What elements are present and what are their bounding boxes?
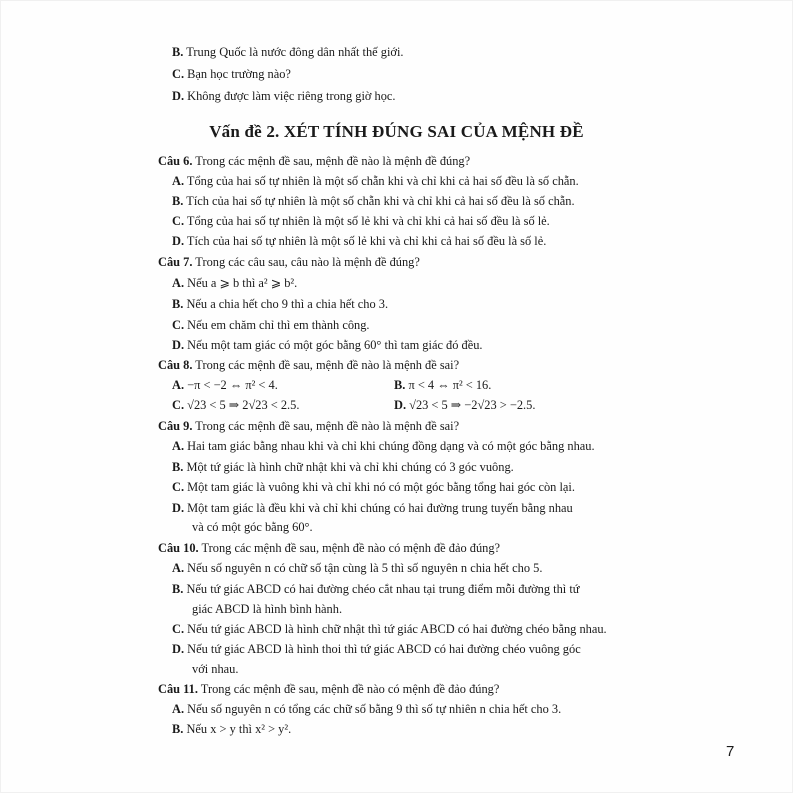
answer-line: [394, 377, 491, 393]
line-text: Trong các mệnh đề sau, mệnh đề nào là mệnh đề sai?: [192, 419, 460, 433]
option-label: C.: [172, 214, 185, 228]
option-label: C.: [172, 622, 185, 636]
line-text: π < 4 ⇔ π² < 16.: [405, 378, 492, 392]
answer-line: [394, 397, 535, 413]
option-label: C.: [172, 398, 185, 412]
line-text: Hai tam giác bằng nhau khi và chỉ khi chúng đồng dạng và có một góc bằng nhau.: [184, 439, 595, 453]
option-label: B.: [394, 378, 406, 392]
line-text: Nếu x > y thì x² > y².: [183, 722, 292, 736]
line-text: Nếu tứ giác ABCD là hình chữ nhật thì tứ giác ABCD có hai đường chéo bằng nhau.: [184, 622, 607, 636]
option-label: B.: [172, 297, 184, 311]
answer-line: [172, 173, 579, 189]
option-label: A.: [172, 561, 185, 575]
question-line: [158, 153, 470, 169]
answer-line: [172, 438, 595, 454]
answer-line: [192, 661, 238, 677]
option-label: A.: [172, 702, 185, 716]
option-label: C.: [172, 67, 185, 81]
answer-line: [172, 621, 607, 637]
answer-line: [172, 44, 404, 60]
answer-line: [172, 337, 483, 353]
answer-line: [172, 193, 575, 209]
line-text: Một tam giác là vuông khi và chỉ khi nó có một góc bằng tổng hai góc còn lại.: [184, 480, 575, 494]
line-text: √23 < 5 ⇒ 2√23 < 2.5.: [184, 398, 300, 412]
answer-line: [172, 233, 546, 249]
line-text: Một tứ giác là hình chữ nhật khi và chỉ khi chúng có 3 góc vuông.: [183, 460, 514, 474]
option-label: B.: [172, 722, 184, 736]
line-text: Trong các câu sau, câu nào là mệnh đề đúng?: [192, 255, 420, 269]
option-label: C.: [172, 480, 185, 494]
option-label: A.: [172, 174, 185, 188]
answer-line: [172, 560, 542, 576]
question-label: Câu 8.: [158, 358, 193, 372]
answer-line: [172, 317, 370, 333]
answer-line: [172, 275, 297, 291]
option-label: B.: [172, 45, 184, 59]
line-text: Nếu em chăm chỉ thì em thành công.: [184, 318, 370, 332]
option-label: B.: [172, 194, 184, 208]
option-label: D.: [172, 338, 185, 352]
line-text: Nếu a ⩾ b thì a² ⩾ b².: [184, 276, 298, 290]
line-text: Nếu a chia hết cho 9 thì a chia hết cho 3.: [183, 297, 389, 311]
answer-line: [172, 213, 550, 229]
option-label: D.: [172, 642, 185, 656]
answer-line: [172, 500, 573, 516]
option-label: D.: [172, 89, 185, 103]
line-text: Một tam giác là đều khi và chỉ khi chúng có hai đường trung tuyến bằng nhau: [184, 501, 573, 515]
question-label: Câu 11.: [158, 682, 198, 696]
option-label: A.: [172, 378, 185, 392]
line-text: với nhau.: [192, 662, 239, 676]
line-text: √23 < 5 ⇒ −2√23 > −2.5.: [406, 398, 536, 412]
option-label: D.: [172, 234, 185, 248]
question-label: Câu 6.: [158, 154, 193, 168]
answer-line: [172, 641, 581, 657]
question-line: [158, 418, 459, 434]
question-line: [158, 254, 420, 270]
answer-line: [172, 581, 580, 597]
line-text: Không được làm việc riêng trong giờ học.: [184, 89, 396, 103]
option-label: D.: [394, 398, 407, 412]
answer-line: [172, 397, 299, 413]
option-label: C.: [172, 318, 185, 332]
question-label: Câu 9.: [158, 419, 193, 433]
answer-line: [172, 377, 278, 393]
line-text: Trung Quốc là nước đông dân nhất thế giới.: [183, 45, 404, 59]
answer-line: [172, 88, 396, 104]
line-text: −π < −2 ⇔ π² < 4.: [184, 378, 278, 392]
line-text: Nếu số nguyên n có chữ số tận cùng là 5 thì số nguyên n chia hết cho 5.: [184, 561, 543, 575]
line-text: Tổng của hai số tự nhiên là một số lẻ khi và chỉ khi cả hai số đều là số lẻ.: [184, 214, 550, 228]
answer-line: [192, 601, 342, 617]
line-text: Trong các mệnh đề sau, mệnh đề nào có mệnh đề đảo đúng?: [197, 682, 500, 696]
option-label: A.: [172, 439, 185, 453]
line-text: Trong các mệnh đề sau, mệnh đề nào là mệnh đề đúng?: [192, 154, 471, 168]
answer-line: [172, 701, 561, 717]
line-text: Nếu số nguyên n có tổng các chữ số bằng 9 thì số tự nhiên n chia hết cho 3.: [184, 702, 562, 716]
line-text: Nếu tứ giác ABCD có hai đường chéo cắt nhau tại trung điểm mỗi đường thì tứ: [183, 582, 580, 596]
line-text: Bạn học trường nào?: [184, 67, 291, 81]
line-text: Nếu một tam giác có một góc bằng 60° thì tam giác đó đều.: [184, 338, 483, 352]
line-text: Tích của hai số tự nhiên là một số chẵn khi và chỉ khi cả hai số đều là số chẵn.: [183, 194, 575, 208]
question-label: Câu 7.: [158, 255, 193, 269]
answer-line: [172, 459, 514, 475]
option-label: B.: [172, 582, 184, 596]
option-label: B.: [172, 460, 184, 474]
answer-line: [172, 479, 575, 495]
line-text: Tổng của hai số tự nhiên là một số chẵn khi và chỉ khi cả hai số đều là số chẵn.: [184, 174, 579, 188]
question-line: [158, 681, 499, 697]
answer-line: [172, 721, 291, 737]
question-line: [158, 540, 500, 556]
question-line: [158, 357, 459, 373]
page-number: 7: [726, 743, 735, 760]
line-text: Nếu tứ giác ABCD là hình thoi thì tứ giác ABCD có hai đường chéo vuông góc: [184, 642, 581, 656]
question-label: Câu 10.: [158, 541, 199, 555]
answer-line: [172, 66, 291, 82]
line-text: Tích của hai số tự nhiên là một số lẻ khi và chỉ khi cả hai số đều là số lẻ.: [184, 234, 547, 248]
line-text: giác ABCD là hình bình hành.: [192, 602, 343, 616]
line-text: Trong các mệnh đề sau, mệnh đề nào là mệnh đề sai?: [192, 358, 460, 372]
line-text: Trong các mệnh đề sau, mệnh đề nào có mệnh đề đảo đúng?: [198, 541, 501, 555]
answer-line: [172, 296, 388, 312]
option-label: D.: [172, 501, 185, 515]
answer-line: [192, 519, 313, 535]
section-title: Vấn đề 2. XÉT TÍNH ĐÚNG SAI CỦA MỆNH ĐỀ: [209, 122, 584, 141]
option-label: A.: [172, 276, 185, 290]
line-text: và có một góc bằng 60°.: [192, 520, 313, 534]
